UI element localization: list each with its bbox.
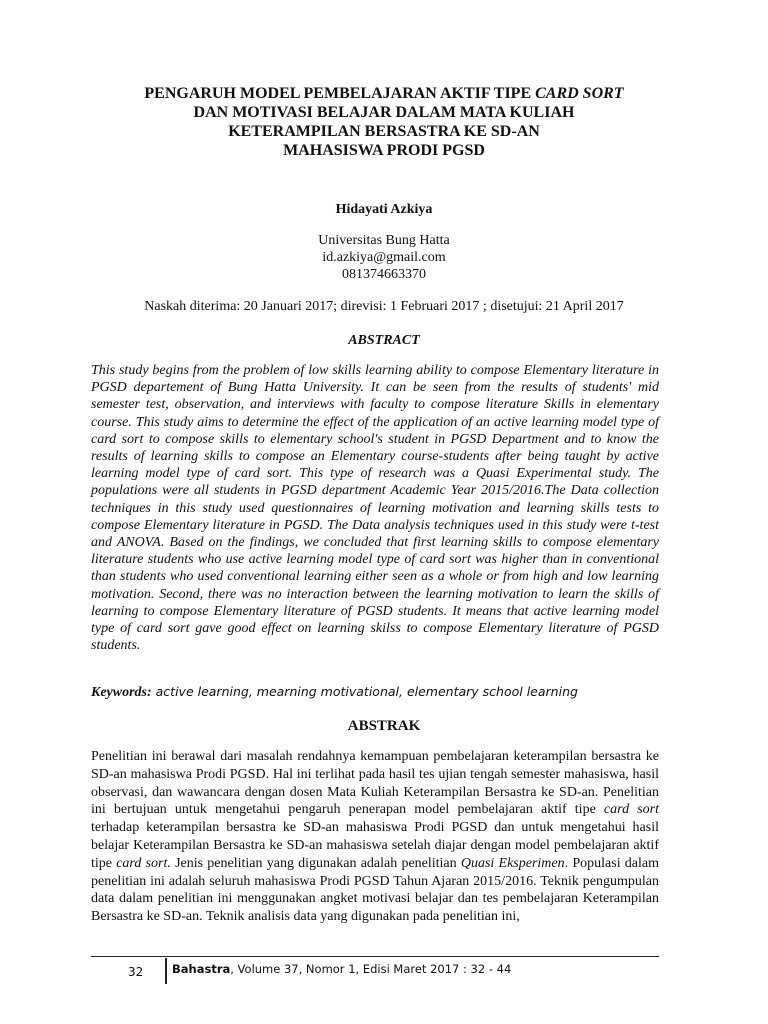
journal-name: Bahastra xyxy=(172,962,231,976)
footer-divider xyxy=(165,958,167,984)
title-line-1: PENGARUH MODEL PEMBELAJARAN AKTIF TIPE CARD SORT xyxy=(144,85,624,102)
abstrak-body: Penelitian ini berawal dari masalah rendahnya kemampuan pembelajaran keterampilan bersastra ke SD-an mahasiswa Prodi PGSD. Hal ini terlihat pada hasil tes ujian tengah semester mahasiswa, hasil observasi, dan wawancara dengan dosen Mata Kuliah Keterampilan Bersastra ke SD-an. Penelitian ini bertujuan untuk mengetahui pengaruh penerapan model pembelajaran aktif tipe card sort terhadap keterampilan bersastra ke SD-an mahasiswa Prodi PGSD dan untuk mengetahui hasil belajar Keterampilan Bersastra ke SD-an mahasiswa setelah diajar dengan model pembelajaran aktif tipe card sort. Jenis penelitian yang digunakan adalah penelitian Quasi Eksperimen. Populasi dalam penelitian ini adalah seluruh mahasiswa Prodi PGSD Tahun Ajaran 2015/2016. Teknik pengumpulan data dalam penelitian ini menggunakan angket motivasi belajar dan tes pembelajaran Keterampilan Bersastra ke SD-an. Teknik analisis data yang digunakan pada penelitian ini, xyxy=(91,749,660,925)
keywords-label: Keywords: xyxy=(91,685,152,700)
author-name: Hidayati Azkiya xyxy=(335,202,433,217)
keywords-value: active learning, mearning motivational, elementary school learning xyxy=(151,684,578,699)
title-line-3: KETERAMPILAN BERSASTRA KE SD-AN xyxy=(228,123,540,140)
title-line-4: MAHASISWA PRODI PGSD xyxy=(283,142,485,159)
abstract-body: This study begins from the problem of low skills learning ability to compose Elementary literature in PGSD departement of Bung Hatta University. It can be seen from the results of students' mid semester test, observation, and interviews with faculty to compose literature Skills in elementary course. This study aims to determine the effect of the application of an active learning model type of card sort to compose skills to elementary school's student in PGSD Department and to know the results of learning skills to compose an Elementary course-students after being taught by active learning model type of card sort. This type of research was a Quasi Experimental study. The populations were all students in PGSD department Academic Year 2015/2016.The Data collection techniques in this study used questionnaires of learning motivation and learning skills tests to compose Elementary literature in PGSD. The Data analysis techniques used in this study were t-test and ANOVA. Based on the findings, we concluded that first learning skills to compose elementary literature students who use active learning model type of card sort was higher than in conventional than students who used conventional learning either seen as a whole or from high and low learning motivation. Second, there was no interaction between the learning motivation to learn the skills of learning to compose Elementary literature of PGSD students. It means that active learning model type of card sort gave good effect on learning skilss to compose Elementary literature of PGSD students. xyxy=(91,363,659,654)
journal-details: , Volume 37, Nomor 1, Edisi Maret 2017 : 32 - 44 xyxy=(230,962,512,976)
university: Universitas Bung Hatta xyxy=(318,233,450,248)
footer-rule xyxy=(91,956,659,957)
author-phone: 081374663370 xyxy=(342,267,426,282)
page-number: 32 xyxy=(128,965,144,979)
submission-dates: Naskah diterima: 20 Januari 2017; direvisi: 1 Februari 2017 ; disetujui: 21 April 2017 xyxy=(144,299,624,314)
title-line-2: DAN MOTIVASI BELAJAR DALAM MATA KULIAH xyxy=(193,104,575,121)
paper-title xyxy=(80,84,688,160)
abstrak-heading: ABSTRAK xyxy=(347,718,421,734)
title-emphasis: CARD SORT xyxy=(535,85,624,102)
abstract-heading: ABSTRACT xyxy=(348,333,420,348)
journal-citation xyxy=(172,962,511,976)
keywords xyxy=(91,684,659,701)
author-email: id.azkiya@gmail.com xyxy=(322,250,446,265)
author-affiliation xyxy=(0,232,768,283)
